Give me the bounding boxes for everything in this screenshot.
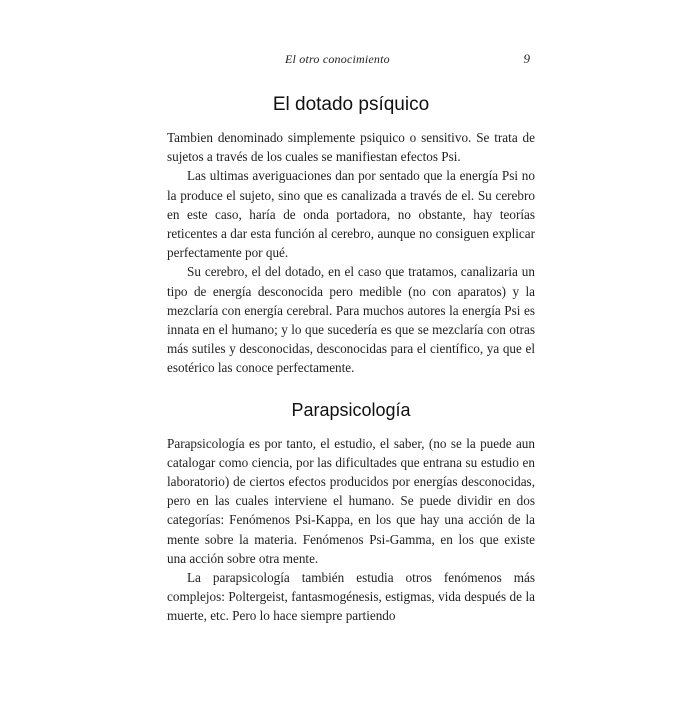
book-page [167,46,535,626]
paragraph-parapsychology-definition: Parapsicología es por tanto, el estudio, el saber, (no se la puede aun catalogar como ciencia, por las dificultades que entrana su estudio en laboratorio) de ciertos efectos producidos por energías desconocidas, pero en las cuales interviene el humano. Se puede dividir en dos categorías: Fenómenos Psi-Kappa, en los que hay una acción de la mente sobre la materia. Fenómenos Psi-Gamma, en los que existe una acción sobre otra mente. [167,435,535,566]
page-number: 9 [523,51,530,66]
running-header [167,46,535,70]
section-title-dotado-psiquico: El dotado psíquico [272,94,430,115]
running-title: El otro conocimiento [285,52,390,66]
paragraph-complex-phenomena: La parapsicología también estudia otros fenómenos más complejos: Poltergeist, fantasmogénesis, estigmas, vida después de la muerte, etc. Pero lo hace siempre partiendo [167,570,535,624]
section-title-parapsicologia: Parapsicología [291,399,411,420]
paragraph-brain-channel: Su cerebro, el del dotado, en el caso que tratamos, canalizaria un tipo de energía desconocida pero medible (no con aparatos) y la mezclaría con energía cerebral. Para muchos autores la energía Psi es innata en el humano; y lo que sucedería es que se mezclaría con otras más sutiles y desconocidas, desconocidas para el científico, ya que el esotérico las conoce perfectamente. [167,264,535,376]
paragraph-psi-energy: Las ultimas averiguaciones dan por sentado que la energía Psi no la produce el sujeto, sino que es canalizada a través de el. Su cerebro en este caso, haría de onda portadora, no obstante, hay teorías reticentes a dar esta función al cerebro, aunque no consiguen explicar perfectamente por qué. [167,168,535,261]
paragraph-definition: Tambien denominado simplemente psiquico o sensitivo. Se trata de sujetos a través de los cuales se manifiestan efectos Psi. [167,130,535,165]
